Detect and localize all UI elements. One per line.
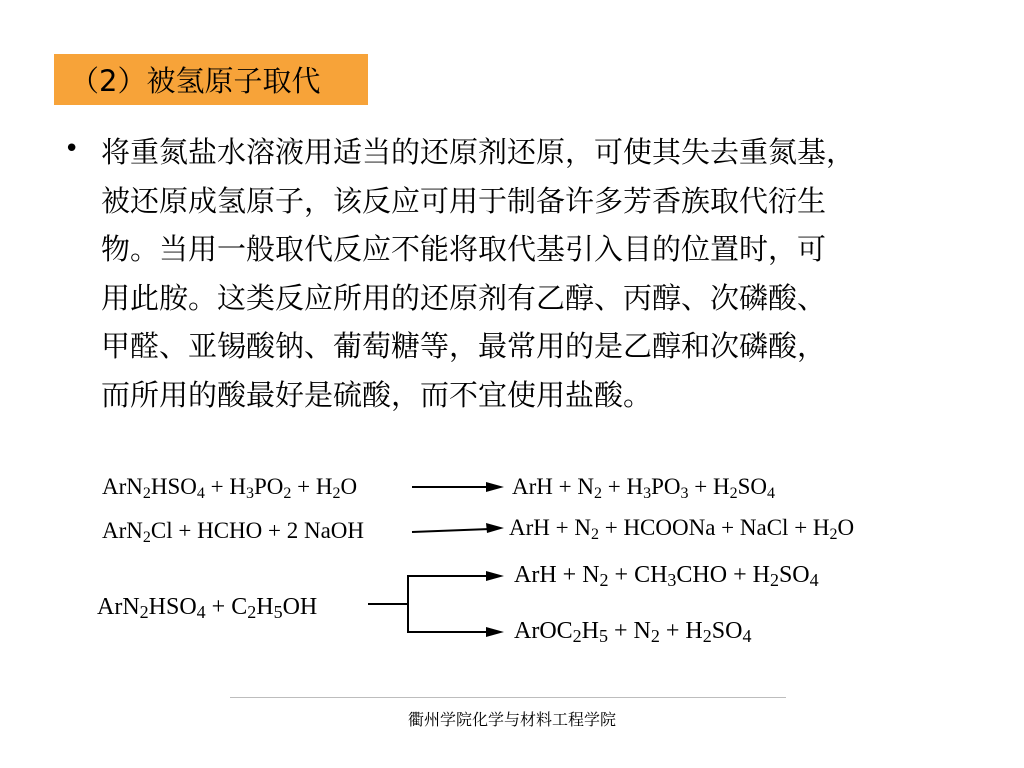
formula-text: O [340,474,358,499]
formula-subscript: 2 [650,626,660,646]
formula-subscript: 4 [766,485,775,502]
formula-text: ArH + N [514,562,600,588]
formula-text: + CH [608,562,668,588]
formula-text: ArH + N [509,515,591,540]
formula-subscript: 2 [139,602,149,622]
formula-text: HSO [150,474,197,499]
bullet-line: 而所用的酸最好是硫酸，而不宜使用盐酸。 [101,377,653,412]
formula-text: O [837,515,855,540]
branch-arrows-icon [408,576,490,632]
formula-subscript: 2 [829,526,838,543]
formula-subscript: 2 [332,485,341,502]
formula-subscript: 2 [702,626,712,646]
bullet-line: 将重氮盐水溶液用适当的还原剂还原，可使其失去重氮基， [101,135,856,169]
bullet-line: 用此胺。这类反应所用的还原剂有乙醇、丙醇、次磷酸、 [101,280,827,315]
formula-text: + HCOONa + NaCl + H [598,515,830,540]
arrowhead-2-icon [486,523,504,533]
formula-text: H [256,594,274,620]
formula-text: + H [659,618,703,644]
bullet-line: 甲醛、亚锡酸钠、葡萄糖等，最常用的是乙醇和次磷酸， [101,329,827,363]
formula-subscript: 2 [283,485,292,502]
arrow-2-icon [412,529,490,532]
bullet-dot-icon: • [64,134,80,164]
formula-text: + H [291,474,333,499]
formula-text: ArOC [514,618,573,644]
formula-text: ArN [102,474,143,499]
formula-text: + N [608,618,651,644]
formula-subscript: 2 [142,529,151,546]
formula-text: PO [651,474,681,499]
formula-subscript: 2 [599,570,609,590]
formula-subscript: 2 [247,602,257,622]
formula-text: + H [601,474,644,499]
formula-subscript: 2 [142,485,151,502]
formula-subscript: 2 [572,626,582,646]
formula-subscript: 3 [680,485,689,502]
footer-institution: 衢州学院化学与材料工程学院 [407,710,616,729]
formula-subscript: 2 [590,526,599,543]
formula-text: OH [282,594,318,620]
formula-text: + H [204,474,246,499]
formula-subscript: 4 [196,485,205,502]
slide-title: （2）被氢原子取代 [70,64,321,98]
formula-text: ArN [97,594,140,620]
footer-divider [230,697,786,698]
bullet-line: 被还原成氢原子，该反应可用于制备许多芳香族取代衍生 [101,183,827,218]
formula-subscript: 2 [593,485,602,502]
formula-subscript: 3 [643,485,652,502]
formula-subscript: 2 [729,485,738,502]
arrowhead-4-icon [486,627,504,637]
formula-text: ArH + N [512,474,594,499]
formula-text: SO [778,562,810,588]
formula-text: HSO [148,594,197,620]
formula-subscript: 3 [667,570,677,590]
arrowhead-1-icon [486,482,504,492]
formula-subscript: 4 [196,602,206,622]
formula-subscript: 4 [742,626,752,646]
formula-subscript: 3 [246,485,254,502]
arrowhead-3-icon [486,571,504,581]
formula-text: SO [737,474,767,499]
formula-text: PO [254,474,284,499]
bullet-line: 物。当用一般取代反应不能将取代基引入目的位置时，可 [101,232,827,266]
formula-text: CHO + H [676,562,770,588]
formula-subscript: 2 [769,570,779,590]
formula-subscript: 5 [599,626,609,646]
formula-subscript: 4 [809,570,819,590]
formula-text: + C [205,594,248,620]
formula-text: SO [711,618,743,644]
formula-text: + H [688,474,730,499]
formula-text: H [581,618,600,644]
formula-text: ArN [102,518,143,543]
formula-text: Cl + HCHO + 2 NaOH [150,518,365,543]
formula-subscript: 5 [273,602,283,622]
